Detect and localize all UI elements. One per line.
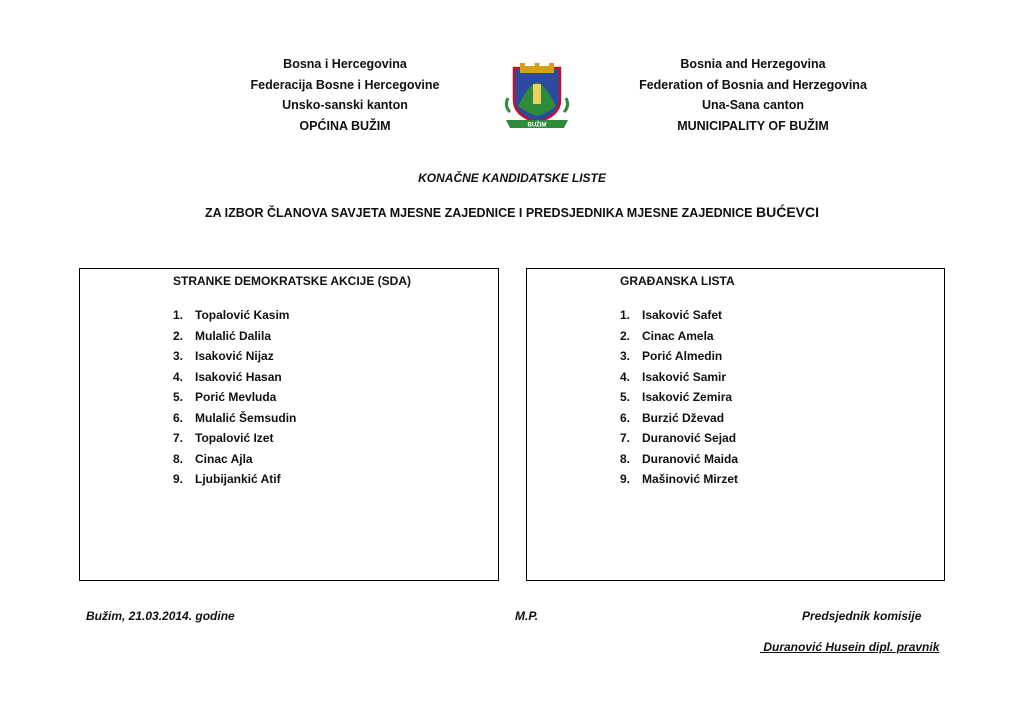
item-number: 9.	[620, 472, 631, 486]
list-item	[173, 367, 296, 388]
item-number: 2.	[173, 328, 184, 343]
candidate-list-sda	[79, 268, 499, 581]
candidate-name: Duranović Sejad	[642, 431, 737, 445]
candidate-name: Isaković Nijaz	[195, 349, 274, 363]
item-number: 5.	[173, 390, 184, 404]
list-item	[173, 469, 296, 490]
item-number: 7.	[620, 431, 631, 445]
list-item	[173, 326, 296, 347]
list-title: GRAĐANSKA LISTA	[620, 274, 735, 288]
item-number: 6.	[173, 410, 184, 425]
list-item	[173, 449, 296, 470]
subtitle-prefix: ZA IZBOR ČLANOVA SAVJETA MJESNE ZAJEDNICE I PREDSJEDNIKA MJESNE ZAJEDNICE	[204, 206, 756, 220]
municipality-crest-logo	[500, 62, 574, 130]
candidate-name: Mulalić Dalila	[195, 328, 272, 343]
list-item	[620, 469, 738, 490]
candidate-name: Cinac Ajla	[195, 451, 253, 466]
list-item	[620, 367, 738, 388]
header-left-line-2: Federacija Bosne i Hercegovine	[250, 77, 440, 92]
item-number: 3.	[173, 349, 184, 363]
list-item	[173, 428, 296, 449]
header-left-line-1: Bosna i Hercegovina	[283, 57, 407, 71]
header-left-line-3: Unsko-sanski kanton	[282, 98, 408, 112]
candidate-name: Burzić Dževad	[642, 410, 725, 425]
document-title: KONAČNE KANDIDATSKE LISTE	[418, 171, 606, 185]
list-item	[620, 428, 738, 449]
list-item	[173, 346, 296, 367]
header-right-line-1: Bosnia and Herzegovina	[680, 57, 826, 71]
item-number: 8.	[620, 451, 631, 466]
item-number: 1.	[620, 308, 631, 322]
signature-name: Duranović Husein dipl. pravnik	[760, 640, 940, 654]
place-and-date: Bužim, 21.03.2014. godine	[86, 609, 235, 623]
item-number: 3.	[620, 349, 631, 363]
candidate-name: Cinac Amela	[642, 328, 714, 343]
list-item	[620, 305, 738, 326]
candidate-name: Porić Mevluda	[195, 390, 277, 404]
item-number: 1.	[173, 308, 184, 322]
candidate-list-gradjanska	[526, 268, 945, 581]
candidate-name: Mašinović Mirzet	[642, 472, 739, 486]
document-subtitle	[0, 204, 1024, 220]
candidate-name: Isaković Safet	[642, 308, 723, 322]
svg-text:BUŽIM: BUŽIM	[527, 122, 547, 129]
list-item	[620, 346, 738, 367]
header-left	[230, 54, 460, 136]
candidate-names	[173, 305, 296, 490]
list-item	[173, 408, 296, 429]
header-left-line-4: OPĆINA BUŽIM	[299, 118, 391, 133]
list-item	[620, 449, 738, 470]
list-title: STRANKE DEMOKRATSKE AKCIJE (SDA)	[173, 274, 412, 288]
commission-president-label: Predsjednik komisije	[802, 609, 922, 623]
item-number: 5.	[620, 390, 631, 404]
list-item	[173, 305, 296, 326]
item-number: 9.	[173, 472, 184, 486]
list-item	[620, 326, 738, 347]
candidate-name: Topalović Izet	[195, 431, 274, 445]
candidate-name: Mulalić Šemsudin	[195, 410, 297, 425]
candidate-name: Isaković Samir	[642, 369, 727, 384]
header-right-line-4: MUNICIPALITY OF BUŽIM	[677, 118, 829, 133]
candidate-name: Porić Almedin	[642, 349, 723, 363]
candidate-name: Duranović Maida	[642, 451, 739, 466]
subtitle-place: BUĆEVCI	[756, 204, 820, 220]
header-right-line-2: Federation of Bosnia and Herzegovina	[639, 77, 867, 92]
header-right	[608, 54, 898, 136]
item-number: 7.	[173, 431, 184, 445]
list-item	[620, 387, 738, 408]
list-item	[620, 408, 738, 429]
item-number: 6.	[620, 410, 631, 425]
item-number: 8.	[173, 451, 184, 466]
candidate-name: Topalović Kasim	[195, 308, 290, 322]
item-number: 4.	[620, 369, 631, 384]
item-number: 4.	[173, 369, 184, 384]
candidate-name: Ljubijankić Atif	[195, 472, 281, 486]
candidate-name: Isaković Zemira	[642, 390, 733, 404]
item-number: 2.	[620, 328, 631, 343]
list-item	[173, 387, 296, 408]
candidate-names	[620, 305, 738, 490]
stamp-placeholder: M.P.	[515, 609, 539, 623]
header-right-line-3: Una-Sana canton	[701, 98, 805, 112]
candidate-name: Isaković Hasan	[195, 369, 282, 384]
